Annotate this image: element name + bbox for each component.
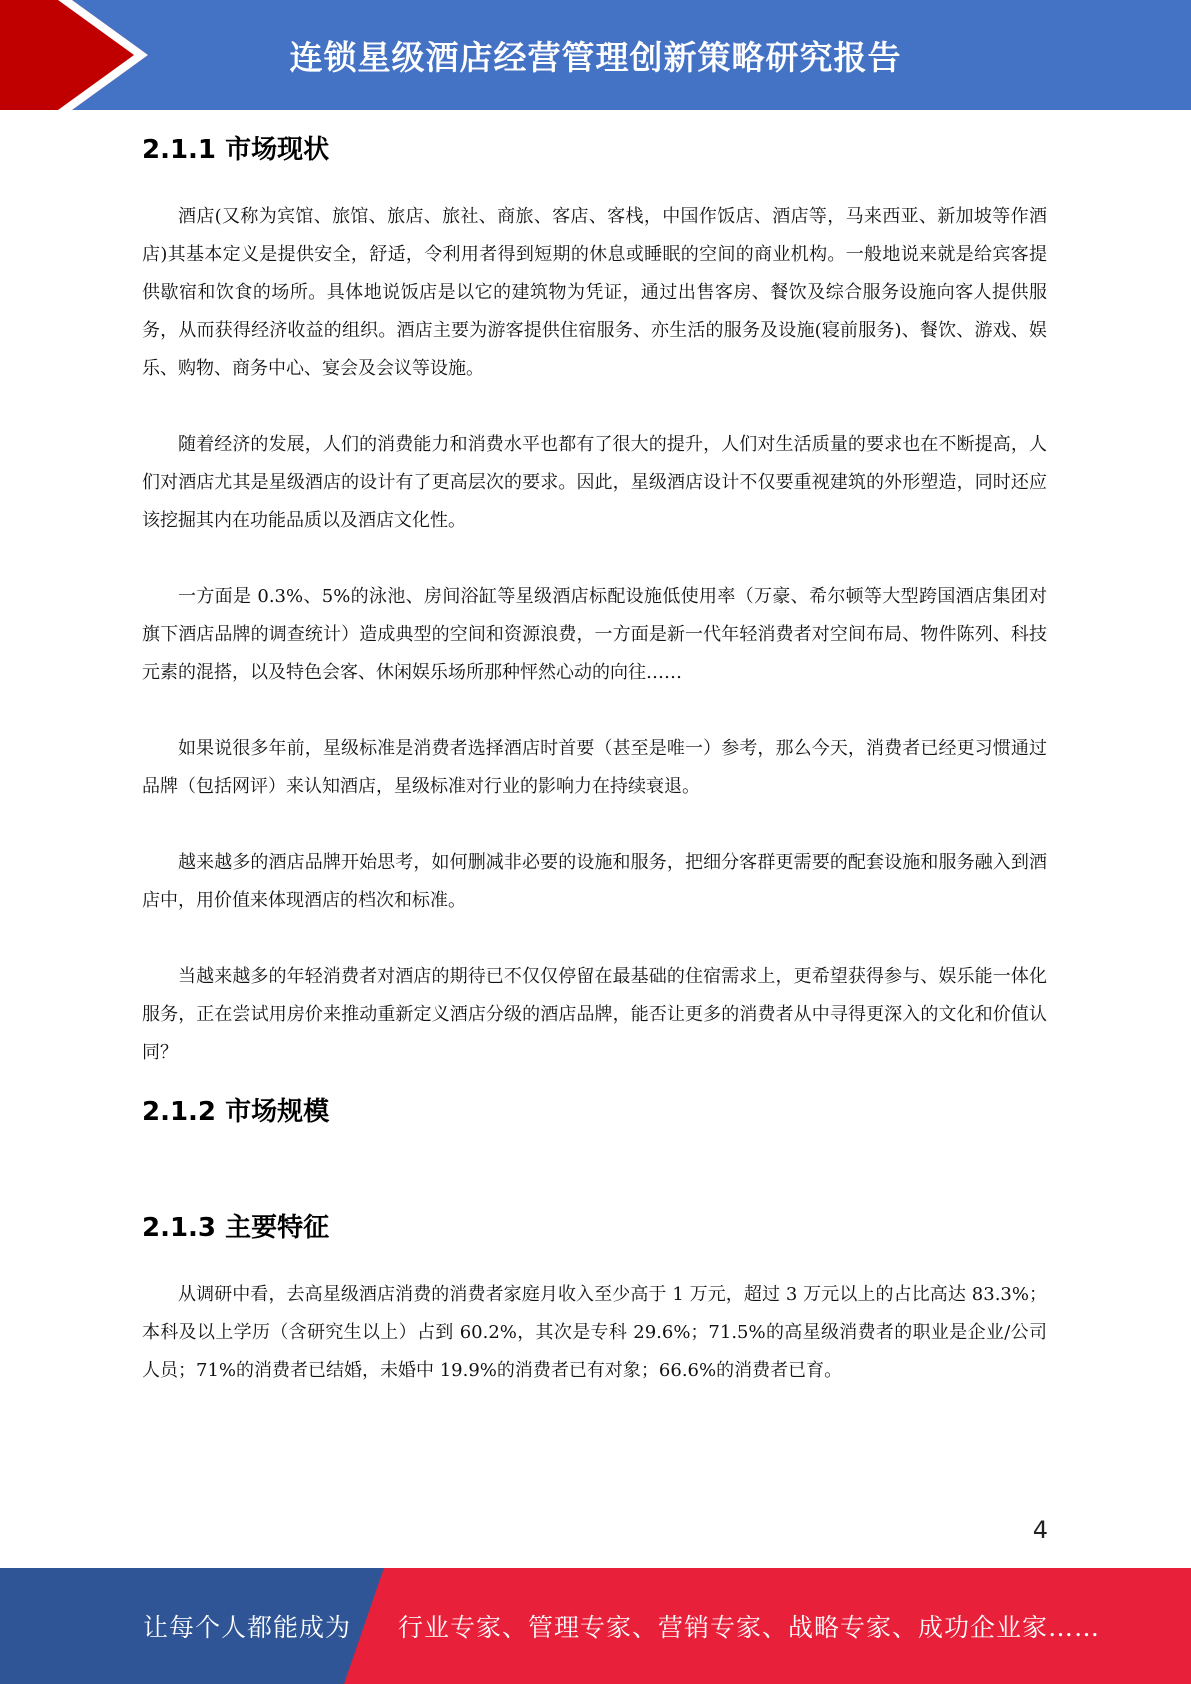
section-heading-market-size: 2.1.2 市场规模 — [142, 1097, 330, 1127]
footer-slogan-right: 行业专家、管理专家、营销专家、战略专家、成功企业家…… — [398, 1613, 1101, 1642]
section-heading-market-status: 2.1.1 市场现状 — [142, 135, 330, 165]
paragraph: 酒店(又称为宾馆、旅馆、旅店、旅社、商旅、客店、客栈，中国作饭店、酒店等，马来西亚、新加坡等作酒店)其基本定义是提供安全，舒适，令利用者得到短期的休息或睡眠的空间的商业机构。一般地说来就是给宾客提供歇宿和饮食的场所。具体地说饭店是以它的建筑物为凭证，通过出售客房、餐饮及综合服务设施向客人提供服务，从而获得经济收益的组织。酒店主要为游客提供住宿服务、亦生活的服务及设施(寝前服务)、餐饮、游戏、娱乐、购物、商务中心、宴会及会议等设施。 — [142, 206, 1047, 379]
section-heading-main-features: 2.1.3 主要特征 — [142, 1213, 330, 1243]
paragraph: 越来越多的酒店品牌开始思考，如何删减非必要的设施和服务，把细分客群更需要的配套设施和服务融入到酒店中，用价值来体现酒店的档次和标准。 — [142, 852, 1047, 911]
paragraph: 一方面是 0.3%、5%的泳池、房间浴缸等星级酒店标配设施低使用率（万豪、希尔顿等大型跨国酒店集团对旗下酒店品牌的调查统计）造成典型的空间和资源浪费，一方面是新一代年轻消费者对空间布局、物件陈列、科技元素的混搭，以及特色会客、休闲娱乐场所那种怦然心动的向往…… — [142, 586, 1047, 683]
paragraph: 随着经济的发展，人们的消费能力和消费水平也都有了很大的提升，人们对生活质量的要求也在不断提高，人们对酒店尤其是星级酒店的设计有了更高层次的要求。因此，星级酒店设计不仅要重视建筑的外形塑造，同时还应该挖掘其内在功能品质以及酒店文化性。 — [142, 434, 1047, 531]
footer-slogan-left: 让每个人都能成为 — [143, 1613, 352, 1642]
chevron-decoration — [0, 0, 160, 110]
paragraph: 从调研中看，去高星级酒店消费的消费者家庭月收入至少高于 1 万元，超过 3 万元以上的占比高达 83.3%；本科及以上学历（含研究生以上）占到 60.2%，其次是专科 29.6%；71.5%的高星级消费者的职业是企业/公司人员；71%的消费者已结婚，未婚中 19.9%的消费者已有对象；66.6%的消费者已育。 — [142, 1284, 1047, 1381]
page-number: 4 — [1032, 1516, 1048, 1544]
page-content — [142, 110, 1047, 1390]
header-band — [0, 0, 1191, 110]
paragraph: 如果说很多年前，星级标准是消费者选择酒店时首要（甚至是唯一）参考，那么今天，消费者已经更习惯通过品牌（包括网评）来认知酒店，星级标准对行业的影响力在持续衰退。 — [142, 738, 1047, 797]
paragraph: 当越来越多的年轻消费者对酒店的期待已不仅仅停留在最基础的住宿需求上，更希望获得参与、娱乐能一体化服务，正在尝试用房价来推动重新定义酒店分级的酒店品牌，能否让更多的消费者从中寻得更深入的文化和价值认同？ — [142, 966, 1047, 1063]
report-title: 连锁星级酒店经营管理创新策略研究报告 — [289, 37, 902, 77]
footer-band — [0, 1568, 1191, 1684]
